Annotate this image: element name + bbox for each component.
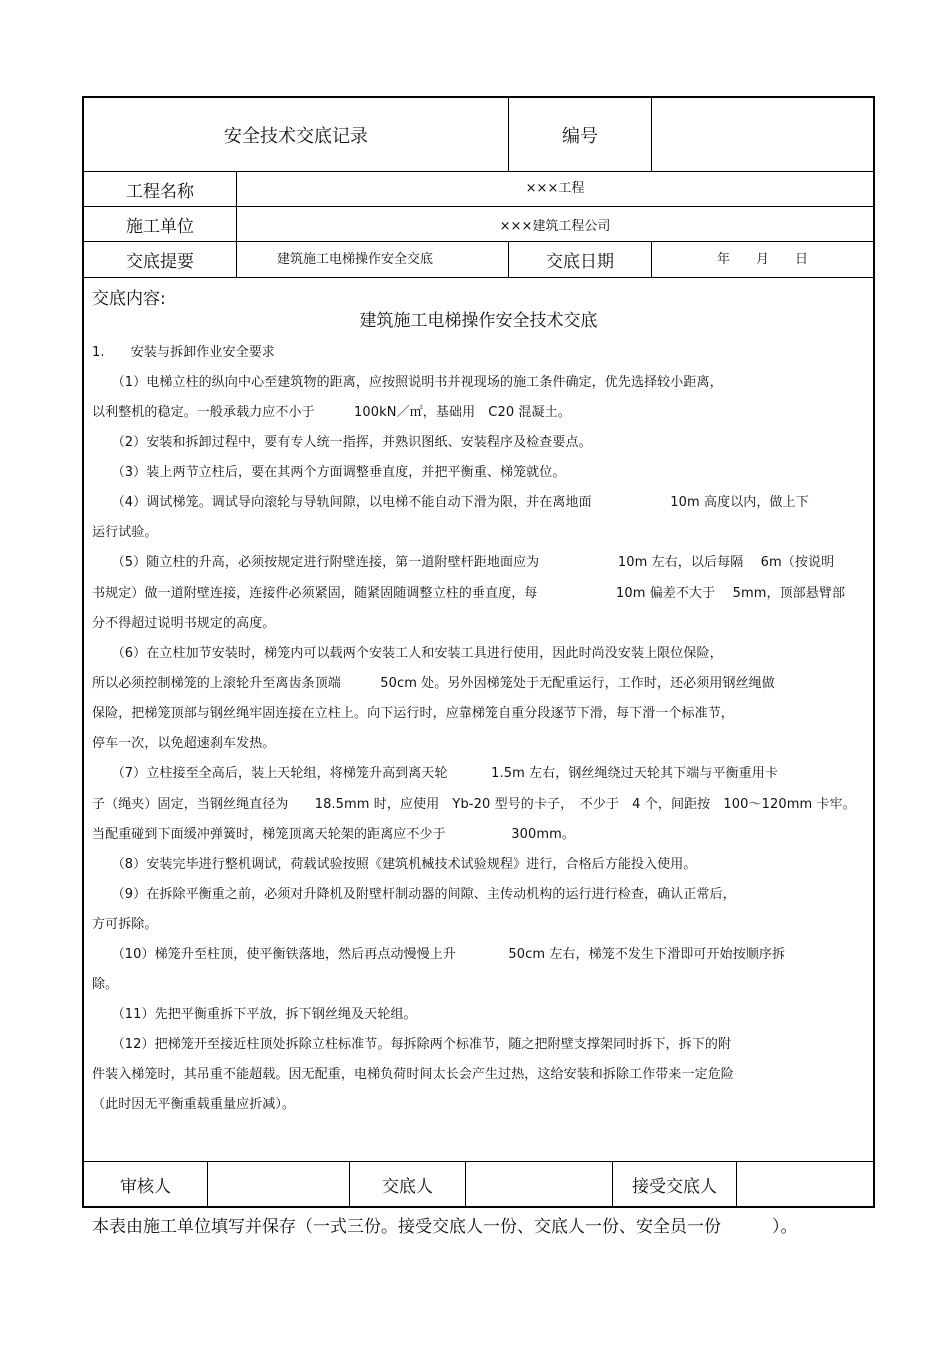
project-name-row [84,172,873,207]
content-line: （8）安装完毕进行整机调试，荷载试验按照《建筑机械技术试验规程》进行，合格后方能投入使用。 [92,857,697,872]
content-line: 所以必须控制梯笼的上滚轮升至离齿条顶端 50cm 处。另外因梯笼处于无配重运行，工作时，还必须用钢丝绳做 [92,676,775,691]
signature-row [84,1161,873,1208]
content-line: 1. 安装与拆卸作业安全要求 [92,345,275,360]
content-line: 分不得超过说明书规定的高度。 [92,616,276,631]
discloser-label: 交底人 [349,1161,465,1208]
content-line: （7）立柱接至全高后，装上天轮组，将梯笼升高到离天轮 1.5m 左右，钢丝绳绕过天轮其下端与平衡重用卡 [92,766,778,781]
receiver-label: 接受交底人 [612,1161,736,1208]
content-line: （4）调试梯笼。调试导向滚轮与导轨间隙，以电梯不能自动下滑为限，并在离地面 10m 高度以内，做上下 [92,495,809,510]
date-field[interactable]: 年 月 日 [651,242,873,277]
content-line: （9）在拆除平衡重之前，必须对升降机及附壁杆制动器的间隙、主传动机构的运行进行检查，确认正常后， [92,887,736,902]
content-label: 交底内容: [92,289,166,309]
content-line: 件装入梯笼时，其吊重不能超载。因无配重，电梯负荷时间太长会产生过热，这给安装和拆除工作带来一定危险 [92,1067,734,1082]
content-line: （3）装上两节立柱后，要在其两个方面调整垂直度，并把平衡重、梯笼就位。 [92,465,566,480]
content-line: 以利整机的稳定。一般承载力应不小于 100kN／㎡，基础用 C20 混凝土。 [92,405,571,420]
content-line: 书规定）做一道附壁连接，连接件必须紧固，随紧固随调整立柱的垂直度，每 10m 偏差不大于 5mm，顶部悬臂部 [92,586,846,601]
summary-label: 交底提要 [126,252,194,272]
footer-note: 本表由施工单位填写并保存（一式三份。接受交底人一份、交底人一份、安全员一份 ）。 [92,1217,798,1237]
reviewer-field[interactable] [207,1161,349,1208]
disclosure-form [82,96,875,1208]
disclosure-content [84,278,873,1162]
content-line: （12）把梯笼开至接近柱顶处拆除立柱标准节。每拆除两个标准节，随之把附壁支撑架同时拆下，拆下的附 [92,1037,732,1052]
content-line: 保险，把梯笼顶部与钢丝绳牢固连接在立柱上。向下运行时，应靠梯笼自重分段逐节下滑，每下滑一个标准节， [92,706,734,721]
project-name-label: 工程名称 [126,181,194,202]
content-line: （2）安装和拆卸过程中，要有专人统一指挥，并熟识图纸、安装程序及检查要点。 [92,435,592,450]
project-name-field[interactable]: ×××工程 [236,172,873,206]
content-line: 停车一次，以免超速刹车发热。 [92,736,276,751]
content-line: 子（绳夹）固定，当钢丝绳直径为 18.5mm 时，应使用 Yb-20 型号的卡子， 不少于 4 个，间距按 100～120mm 卡牢。 [92,797,856,812]
form-title: 安全技术交底记录 [224,125,368,147]
content-line: （此时因无平衡重载重量应折减）。 [92,1097,296,1112]
summary-row [84,242,873,278]
reviewer-label: 审核人 [120,1177,171,1197]
receiver-field[interactable] [736,1161,873,1208]
content-line: （11）先把平衡重拆下平放，拆下钢丝绳及天轮组。 [92,1007,417,1022]
content-title: 建筑施工电梯操作安全技术交底 [359,311,598,331]
content-line: （5）随立柱的升高，必须按规定进行附壁连接，第一道附壁杆距地面应为 10m 左右，以后每隔 6m（按说明 [92,555,835,570]
date-label: 交底日期 [508,242,651,277]
content-line: （6）在立柱加节安装时，梯笼内可以载两个安装工人和安装工具进行使用，因此时尚没安装上限位保险， [92,646,723,661]
unit-row [84,207,873,242]
summary-field[interactable]: 建筑施工电梯操作安全交底 [236,242,508,277]
unit-field[interactable]: ×××建筑工程公司 [236,207,873,241]
content-line: 运行试验。 [92,525,158,540]
discloser-field[interactable] [465,1161,612,1208]
content-line: 方可拆除。 [92,917,158,932]
content-line: （10）梯笼升至柱顶，使平衡铁落地，然后再点动慢慢上升 50cm 左右，梯笼不发生下滑即可开始按顺序拆 [92,947,786,962]
content-line: （1）电梯立柱的纵向中心至建筑物的距离，应按照说明书并视现场的施工条件确定，优先选择较小距离， [92,375,723,390]
content-line: 除。 [92,977,119,992]
title-row [84,98,873,172]
number-field[interactable] [651,98,873,171]
content-line: 当配重碰到下面缓冲弹簧时，梯笼顶离天轮架的距离应不少于 300mm。 [92,827,575,842]
unit-label: 施工单位 [126,216,194,237]
number-label: 编号 [508,98,651,171]
